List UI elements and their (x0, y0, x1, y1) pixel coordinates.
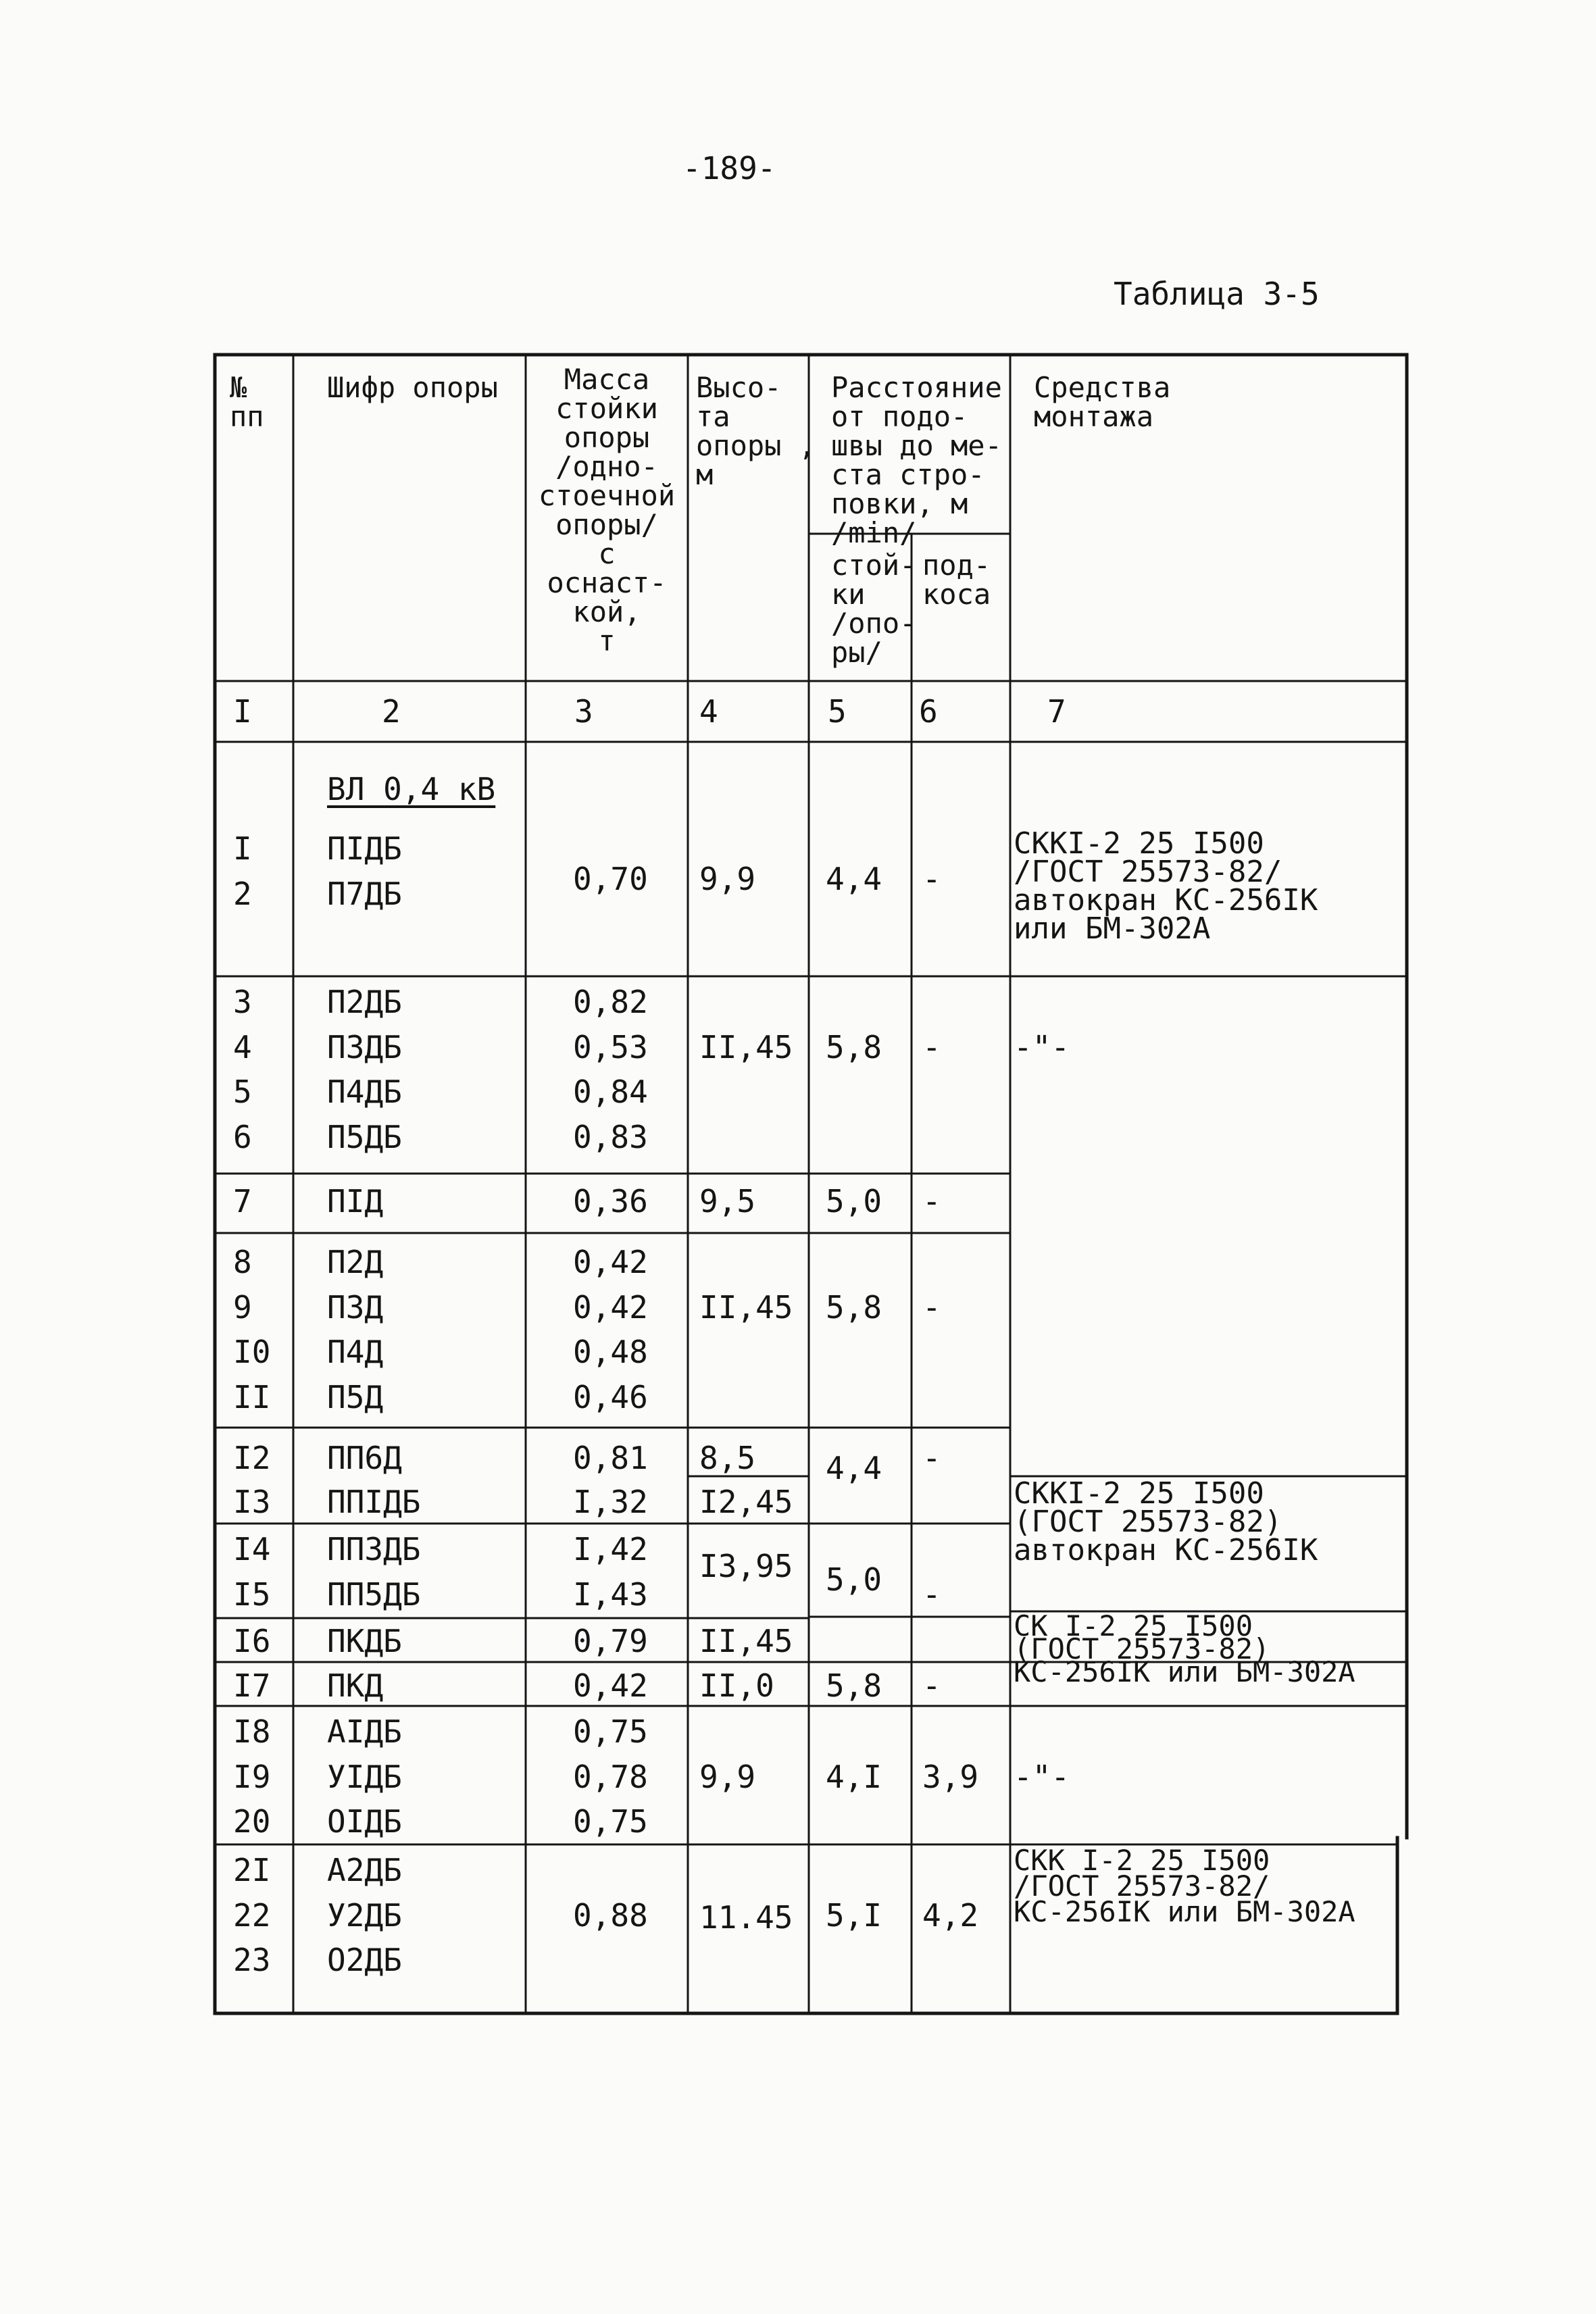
mass-value: 0,36 (573, 1183, 648, 1219)
means-text: СККI-2 25 I500 /ГОСТ 25573-82/ автокран КС-256IК или БМ-302А (1014, 826, 1318, 946)
height-value: II,45 (699, 1623, 793, 1659)
col-number: 3 (574, 693, 593, 730)
row-number: I2 (233, 1440, 271, 1476)
row-number: II (233, 1379, 271, 1415)
distance-strut-value: 3,9 (922, 1759, 979, 1795)
support-code: ПП6Д (327, 1440, 402, 1476)
height-value: II,45 (699, 1029, 793, 1065)
row-number: I7 (233, 1667, 271, 1704)
row-number: 4 (233, 1029, 252, 1065)
support-code: УIДБ (327, 1759, 402, 1795)
mass-value: 0,42 (573, 1667, 648, 1704)
distance-post-value: 4,I (826, 1759, 882, 1795)
distance-strut-value: - (922, 1289, 941, 1326)
support-code: П4ДБ (327, 1074, 402, 1110)
mass-value: 0,75 (573, 1803, 648, 1840)
row-number: 22 (233, 1897, 271, 1934)
row-number: 20 (233, 1803, 271, 1840)
header-distance: Расстояние от подо- швы до ме- ста стро- повки, м /min/ (831, 371, 1002, 549)
support-code: П3Д (327, 1289, 384, 1326)
row-number: I9 (233, 1759, 271, 1795)
height-value: 11.45 (699, 1899, 793, 1936)
support-code: О2ДБ (327, 1942, 402, 1978)
header-means: Средства монтажа (1034, 371, 1171, 433)
distance-post-value: 5,8 (826, 1289, 882, 1326)
col-number: I (233, 693, 252, 730)
mass-value: 0,48 (573, 1334, 648, 1370)
row-number: I5 (233, 1576, 271, 1613)
support-code: П5Д (327, 1379, 384, 1415)
support-code: П3ДБ (327, 1029, 402, 1065)
row-number: 2 (233, 876, 252, 912)
distance-strut-value: - (922, 1183, 941, 1219)
height-value: 8,5 (699, 1440, 756, 1476)
section-label: ВЛ 0,4 кВ (327, 771, 496, 807)
row-number: 3 (233, 984, 252, 1020)
header-distance-post: стой- ки /опо- ры/ (831, 549, 917, 669)
mass-value: 0,53 (573, 1029, 648, 1065)
means-text: СКК I-2 25 I500 /ГОСТ 25573-82/ КС-256IК или БМ-302А (1014, 1844, 1355, 1928)
mass-value: 0,78 (573, 1759, 648, 1795)
row-number: 6 (233, 1119, 252, 1155)
distance-strut-value: - (922, 1029, 941, 1065)
mass-value: I,43 (573, 1576, 648, 1613)
means-text: -"- (1014, 1029, 1070, 1065)
col-number: 4 (699, 693, 718, 730)
support-code: П2ДБ (327, 984, 402, 1020)
height-value: 9,9 (699, 861, 756, 897)
distance-strut-value: - (922, 1576, 941, 1613)
support-code: ПIДБ (327, 830, 402, 867)
row-number: I3 (233, 1484, 271, 1520)
height-value: I3,95 (699, 1548, 793, 1584)
height-value: 9,5 (699, 1183, 756, 1219)
mass-value: I,42 (573, 1531, 648, 1567)
support-code: П2Д (327, 1244, 384, 1280)
col-number: 6 (919, 693, 938, 730)
distance-post-value: 5,0 (826, 1561, 882, 1598)
support-code: ОIДБ (327, 1803, 402, 1840)
height-value: II,45 (699, 1289, 793, 1326)
distance-post-value: 5,8 (826, 1029, 882, 1065)
support-code: ППIДБ (327, 1484, 421, 1520)
support-code: ПКДБ (327, 1623, 402, 1659)
table-title: Таблица 3-5 (1114, 276, 1320, 312)
support-code: П5ДБ (327, 1119, 402, 1155)
support-code: АIДБ (327, 1713, 402, 1750)
support-code: У2ДБ (327, 1897, 402, 1934)
mass-value: 0,46 (573, 1379, 648, 1415)
header-number: № пп (230, 371, 264, 433)
row-number: I6 (233, 1623, 271, 1659)
height-value: I2,45 (699, 1484, 793, 1520)
distance-strut-value: 4,2 (922, 1897, 979, 1934)
distance-post-value: 5,0 (826, 1183, 882, 1219)
height-value: 9,9 (699, 1759, 756, 1795)
support-code: ПП5ДБ (327, 1576, 421, 1613)
distance-post-value: 5,I (826, 1897, 882, 1934)
row-number: 2I (233, 1852, 271, 1888)
mass-value: 0,42 (573, 1244, 648, 1280)
distance-post-value: 4,4 (826, 861, 882, 897)
page-number: -189- (682, 150, 776, 186)
means-text: СК I-2 25 I500 (ГОСТ 25573-82) КС-256IК или БМ-302А (1014, 1609, 1355, 1688)
row-number: I4 (233, 1531, 271, 1567)
height-value: II,0 (699, 1667, 774, 1704)
mass-value: 0,81 (573, 1440, 648, 1476)
row-number: 9 (233, 1289, 252, 1326)
row-number: 5 (233, 1074, 252, 1110)
row-number: I (233, 830, 252, 867)
means-text: -"- (1014, 1759, 1070, 1795)
distance-post-value: 5,8 (826, 1667, 882, 1704)
mass-value: 0,83 (573, 1119, 648, 1155)
col-number: 5 (828, 693, 847, 730)
row-number: 23 (233, 1942, 271, 1978)
header-height: Высо- та опоры , м (696, 371, 816, 491)
distance-post-value: 4,4 (826, 1450, 882, 1486)
mass-value: 0,82 (573, 984, 648, 1020)
mass-value: 0,42 (573, 1289, 648, 1326)
row-number: 7 (233, 1183, 252, 1219)
support-code: ПКД (327, 1667, 384, 1704)
header-code: Шифр опоры (327, 371, 498, 404)
row-number: I8 (233, 1713, 271, 1750)
means-text: СККI-2 25 I500 (ГОСТ 25573-82) автокран КС-256IК (1014, 1476, 1318, 1567)
mass-value: 0,88 (573, 1897, 648, 1934)
support-code: П4Д (327, 1334, 384, 1370)
support-code: ПП3ДБ (327, 1531, 421, 1567)
distance-strut-value: - (922, 861, 941, 897)
mass-value: I,32 (573, 1484, 648, 1520)
support-code: А2ДБ (327, 1852, 402, 1888)
header-distance-strut: под- коса (922, 549, 991, 611)
distance-strut-value: - (922, 1440, 941, 1476)
header-mass: Масса стойки опоры /одно- стоечной опоры/ с оснаст- кой, т (538, 363, 676, 657)
col-number: 2 (382, 693, 401, 730)
distance-strut-value: - (922, 1667, 941, 1704)
mass-value: 0,84 (573, 1074, 648, 1110)
row-number: 8 (233, 1244, 252, 1280)
support-code: П7ДБ (327, 876, 402, 912)
col-number: 7 (1047, 693, 1066, 730)
mass-value: 0,70 (573, 861, 648, 897)
mass-value: 0,75 (573, 1713, 648, 1750)
row-number: I0 (233, 1334, 271, 1370)
support-code: ПIД (327, 1183, 384, 1219)
mass-value: 0,79 (573, 1623, 648, 1659)
